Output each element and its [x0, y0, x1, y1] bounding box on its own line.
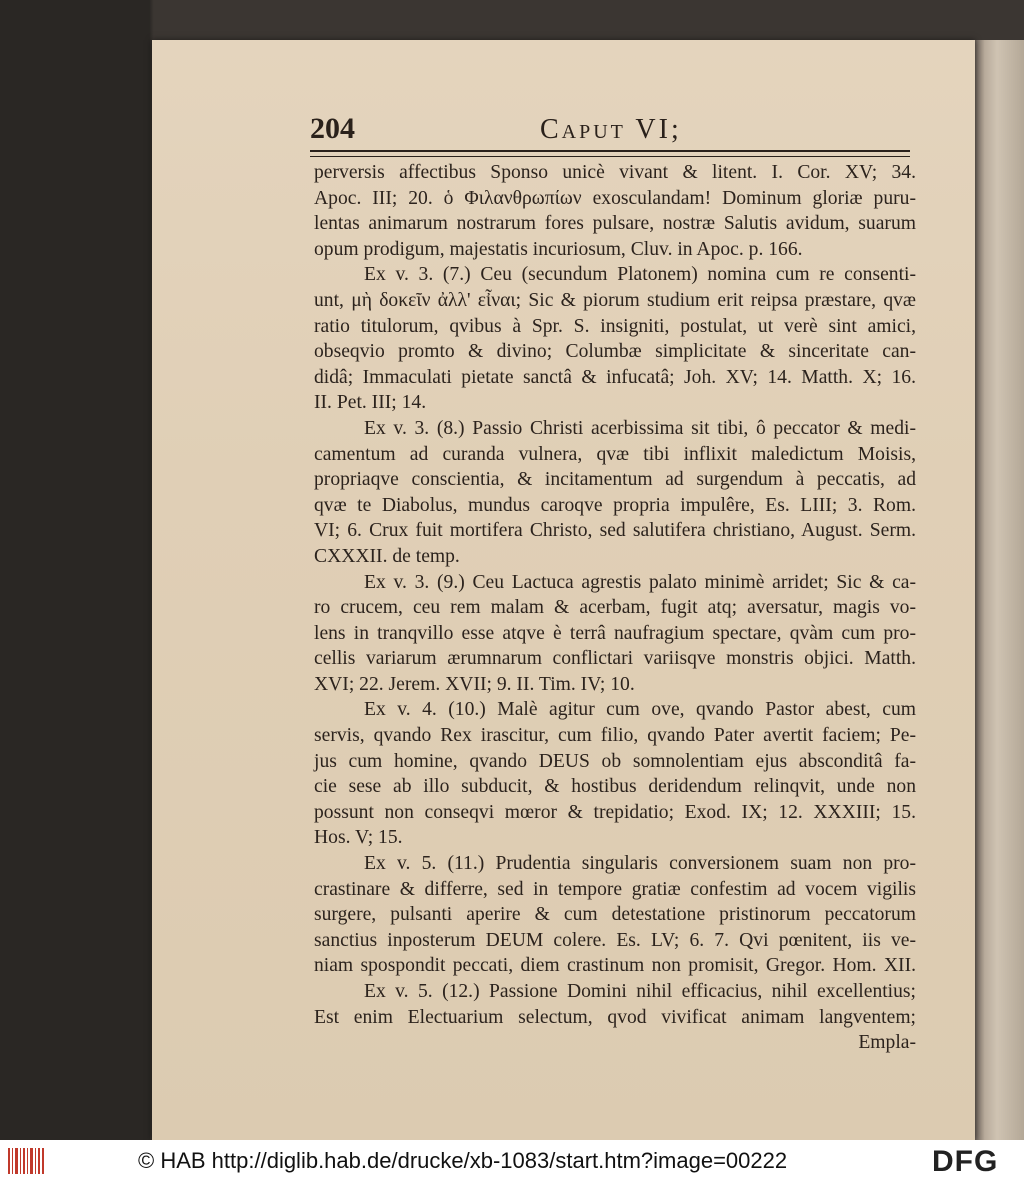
- text-line: lentas animarum nostrarum fores pulsare, nostræ Salutis avidum, suarum: [314, 213, 916, 235]
- dfg-logo: DFG: [932, 1145, 999, 1178]
- text-line: qvæ te Diabolus, mundus caroqve propria impulêre, Es. LIII; 3. Rom.: [314, 494, 916, 516]
- text-line: CXXXII. de temp.: [314, 545, 460, 567]
- text-line: XVI; 22. Jerem. XVII; 9. II. Tim. IV; 10.: [314, 673, 635, 695]
- viewer-footer: [0, 1140, 1024, 1182]
- text-line: II. Pet. III; 14.: [314, 392, 427, 414]
- text-line: opum prodigum, majestatis incuriosum, Cluv. in Apoc. p. 166.: [314, 238, 803, 260]
- text-line: Est enim Electuarium selectum, qvod vivificat animam langventem;: [314, 1006, 916, 1028]
- text-line: jus cum homine, qvando DEUS ob somnolentiam ejus absconditâ fa-: [314, 750, 916, 772]
- text-line: lens in tranqvillo esse atqve è terrâ naufragium spectare, qvàm cum pro-: [314, 622, 916, 644]
- text-line: VI; 6. Crux fuit mortifera Christo, sed salutifera christiano, August. Serm.: [314, 520, 916, 542]
- page-header: [310, 112, 910, 152]
- text-line: surgere, pulsanti aperire & cum detestatione pristinorum peccatorum: [314, 904, 916, 926]
- text-line: niam spospondit peccati, diem crastinum non promisit, Gregor. Hom. XII.: [314, 955, 916, 977]
- text-line: Ex v. 3. (8.) Passio Christi acerbissima sit tibi, ô peccator & medi-: [364, 417, 916, 439]
- text-line: Apoc. III; 20. ὁ Φιλανθρωπίων exosculandam! Dominum gloriæ puru-: [314, 187, 916, 209]
- header-rule: [310, 150, 910, 157]
- page-number: 204: [310, 112, 355, 145]
- text-line: cellis variarum ærumnarum conflictari variisqve monstris objici. Matth.: [314, 648, 916, 670]
- text-line: crastinare & differre, sed in tempore gratiæ confestim ad vocem vigilis: [314, 878, 916, 900]
- text-line: cie sese ab illo subducit, & hostibus deridendum relinqvit, unde non: [314, 776, 916, 798]
- text-line: camentum ad curanda vulnera, qvæ tibi inflixit maledictum Moisis,: [314, 443, 916, 465]
- facing-page-edge: [975, 40, 1024, 1140]
- catchword: Empla-: [858, 1032, 916, 1054]
- text-line: sanctius inposterum DEUM colere. Es. LV; 6. 7. Qvi pœnitent, iis ve-: [314, 929, 916, 951]
- text-line: perversis affectibus Sponso unicè vivant & litent. I. Cor. XV; 34.: [314, 162, 916, 183]
- text-line: didâ; Immaculati pietate sanctâ & infucatâ; Joh. XV; 14. Matth. X; 16.: [314, 366, 916, 388]
- barcode-icon: [8, 1148, 44, 1174]
- text-line: Ex v. 5. (12.) Passione Domini nihil efficacius, nihil excellentius;: [364, 981, 916, 1002]
- text-line: propriaqve conscientia, & incitamentum ad surgendum à peccatis, ad: [314, 469, 916, 491]
- text-line: Hos. V; 15.: [314, 827, 403, 849]
- text-line: Ex v. 5. (11.) Prudentia singularis conversionem suam non pro-: [364, 853, 916, 875]
- text-line: obseqvio promto & divino; Columbæ simplicitate & sinceritate can-: [314, 341, 916, 363]
- text-line: Ex v. 4. (10.) Malè agitur cum ove, qvando Pastor abest, cum: [364, 699, 916, 721]
- text-line: Ex v. 3. (7.) Ceu (secundum Platonem) nomina cum re consenti-: [364, 264, 916, 286]
- running-head: Caput VI;: [540, 114, 682, 145]
- text-line: ro crucem, ceu rem malam & acerbam, fugit atq; aversatur, magis vo-: [314, 597, 916, 619]
- text-line: ratio titulorum, qvibus à Spr. S. insigniti, postulat, ut verè sint amici,: [314, 315, 916, 337]
- text-line: possunt non conseqvi mœror & trepidatio; Exod. IX; 12. XXXIII; 15.: [314, 801, 916, 823]
- text-line: unt, μὴ δοκεῖν ἀλλ' εἶναι; Sic & piorum studium erit reipsa præstare, qvæ: [314, 289, 916, 311]
- text-line: servis, qvando Rex irascitur, cum filio, qvando Pater avertit faciem; Pe-: [314, 725, 916, 747]
- text-line: Ex v. 3. (9.) Ceu Lactuca agrestis palato minimè arridet; Sic & ca-: [364, 571, 916, 593]
- body-text: [314, 160, 916, 1056]
- copyright-url[interactable]: © HAB http://diglib.hab.de/drucke/xb-1083/start.htm?image=00222: [138, 1148, 788, 1173]
